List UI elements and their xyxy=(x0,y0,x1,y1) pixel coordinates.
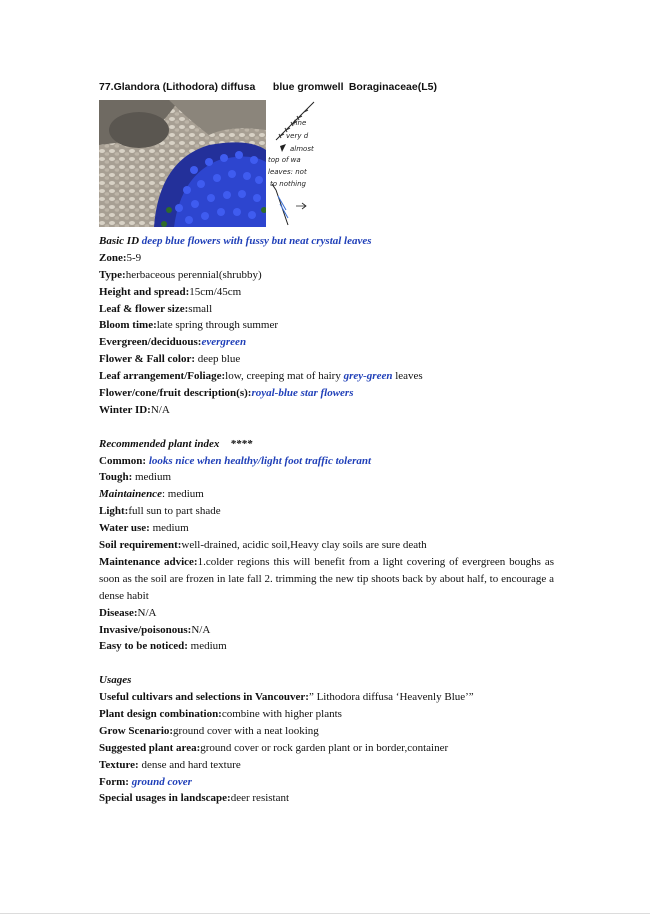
light-row xyxy=(99,503,554,520)
grow-scenario-label: Grow Scenario: xyxy=(99,724,174,737)
plant-photo xyxy=(99,100,266,227)
design-combination-row xyxy=(99,706,554,723)
sketch-note-5: leaves: not xyxy=(268,168,307,176)
usages-row xyxy=(99,672,554,689)
zone-label: Zone: xyxy=(99,251,127,264)
water-use-value: medium xyxy=(149,522,189,535)
flower-desc-value: royal-blue star flowers xyxy=(251,387,354,400)
flower-fall-color-row xyxy=(99,351,554,368)
basic-id-value: deep blue flowers with fussy but neat crystal leaves xyxy=(141,235,372,247)
form-value: ground cover xyxy=(131,775,192,788)
maintainence-label: Maintainence xyxy=(99,488,162,501)
invasive-label: Invasive/poisonous: xyxy=(99,623,192,636)
leaf-flower-size-label: Leaf & flower size: xyxy=(99,302,189,315)
sketch-note-4: top of wa xyxy=(268,156,301,164)
leaf-arrangement-row xyxy=(99,368,554,385)
common-row xyxy=(99,453,554,470)
noticed-value: medium xyxy=(187,640,227,653)
cultivars-row xyxy=(99,689,554,706)
flower-fall-color-label: Flower & Fall color: xyxy=(99,353,196,366)
leaf-arrangement-value-b: grey-green xyxy=(343,370,393,383)
plant-family: Boraginaceae(L5) xyxy=(348,81,437,93)
type-label: Type: xyxy=(99,268,126,281)
flower-desc-row xyxy=(99,385,554,402)
type-value: herbaceous perennial(shrubby) xyxy=(125,268,262,281)
disease-label: Disease: xyxy=(99,606,138,619)
sketch-note-3: almost xyxy=(290,145,314,153)
winter-id-row xyxy=(99,402,554,419)
soil-label: Soil requirement: xyxy=(99,539,182,552)
grow-scenario-value: ground cover with a neat looking xyxy=(173,724,319,737)
winter-id-value: N/A xyxy=(150,403,170,416)
recommended-stars: **** xyxy=(230,437,253,450)
special-usages-value: deer resistant xyxy=(230,792,290,805)
design-combination-label: Plant design combination: xyxy=(99,707,222,720)
cultivars-value: ” Lithodora diffusa ‘Heavenly Blue’” xyxy=(308,691,474,704)
grow-scenario-row xyxy=(99,723,554,740)
texture-label: Texture: xyxy=(99,758,139,771)
bloom-time-value: late spring through summer xyxy=(156,319,279,332)
leaf-arrangement-label: Leaf arrangement/Foliage: xyxy=(99,370,226,383)
disease-value: N/A xyxy=(137,606,157,619)
type-row xyxy=(99,267,554,284)
evergreen-label: Evergreen/deciduous: xyxy=(99,336,202,349)
page-bottom-divider xyxy=(0,913,650,914)
water-use-label: Water use: xyxy=(99,522,150,535)
basic-id-label: Basic ID xyxy=(99,235,140,247)
maintainence-value: : medium xyxy=(161,488,204,501)
maintainence-row xyxy=(99,486,554,503)
usages-label: Usages xyxy=(99,674,132,687)
recommended-row xyxy=(99,436,554,453)
invasive-row xyxy=(99,622,554,639)
special-usages-label: Special usages in landscape: xyxy=(99,792,231,805)
design-combination-value: combine with higher plants xyxy=(221,707,342,720)
spacer xyxy=(99,419,554,436)
height-spread-label: Height and spread: xyxy=(99,285,190,298)
evergreen-row xyxy=(99,334,554,351)
invasive-value: N/A xyxy=(191,623,211,636)
zone-value: 5-9 xyxy=(126,251,142,264)
flower-fall-color-value: deep blue xyxy=(195,353,241,366)
bloom-time-label: Bloom time: xyxy=(99,319,157,332)
bloom-time-row xyxy=(99,317,554,334)
sketch-note-1: fine xyxy=(293,119,307,127)
leaf-sketch-drawing xyxy=(266,100,326,227)
soil-row xyxy=(99,537,554,554)
flower-desc-label: Flower/cone/fruit description(s): xyxy=(99,387,252,400)
winter-id-label: Winter ID: xyxy=(99,403,151,416)
water-use-row xyxy=(99,520,554,537)
plant-header xyxy=(99,81,437,93)
tough-label: Tough: xyxy=(99,471,133,484)
common-label: Common: xyxy=(99,454,147,467)
suggested-area-label: Suggested plant area: xyxy=(99,741,201,754)
height-spread-value: 15cm/45cm xyxy=(189,285,242,298)
form-label: Form: xyxy=(99,775,129,788)
basic-id-row xyxy=(99,233,554,250)
maintenance-advice-label: Maintenance advice: xyxy=(99,555,198,568)
tough-value: medium xyxy=(132,471,172,484)
evergreen-value: evergreen xyxy=(201,336,247,349)
recommended-label: Recommended plant index xyxy=(99,437,220,450)
maintenance-advice-value: 1.colder regions this will benefit from a light covering of evergreen boughs as soon as the soil are frozen in late fall 2. trimming the new tip shoots back by about half, to encourage a dense habit xyxy=(99,555,555,602)
common-value: looks nice when healthy/light foot traffic tolerant xyxy=(146,454,372,467)
plant-common-name: blue gromwell xyxy=(272,81,344,93)
texture-row xyxy=(99,757,554,774)
tough-row xyxy=(99,469,554,486)
spacer xyxy=(99,655,554,672)
zone-row xyxy=(99,250,554,267)
leaf-flower-size-row xyxy=(99,301,554,318)
special-usages-row xyxy=(99,790,554,807)
noticed-row xyxy=(99,638,554,655)
plant-details xyxy=(99,233,554,807)
noticed-label: Easy to be noticed: xyxy=(99,640,188,653)
suggested-area-row xyxy=(99,740,554,757)
light-label: Light: xyxy=(99,505,129,518)
sketch-note-2: very d xyxy=(286,132,309,140)
texture-value: dense and hard texture xyxy=(138,758,241,771)
sketch-note-6: to nothing xyxy=(270,180,306,188)
suggested-area-value: ground cover or rock garden plant or in border,container xyxy=(200,741,449,754)
form-row xyxy=(99,774,554,791)
height-spread-row xyxy=(99,284,554,301)
disease-row xyxy=(99,605,554,622)
cultivars-label: Useful cultivars and selections in Vancouver: xyxy=(99,691,309,704)
soil-value: well-drained, acidic soil,Heavy clay soils are sure death xyxy=(181,539,427,552)
plant-title: 77.Glandora (Lithodora) diffusa xyxy=(99,81,256,93)
leaf-arrangement-value-a: low, creeping mat of hairy xyxy=(225,370,344,383)
leaf-arrangement-value-c: leaves xyxy=(392,370,423,383)
leaf-flower-size-value: small xyxy=(188,302,213,315)
light-value: full sun to part shade xyxy=(128,505,221,518)
maintenance-advice-row xyxy=(99,554,554,605)
